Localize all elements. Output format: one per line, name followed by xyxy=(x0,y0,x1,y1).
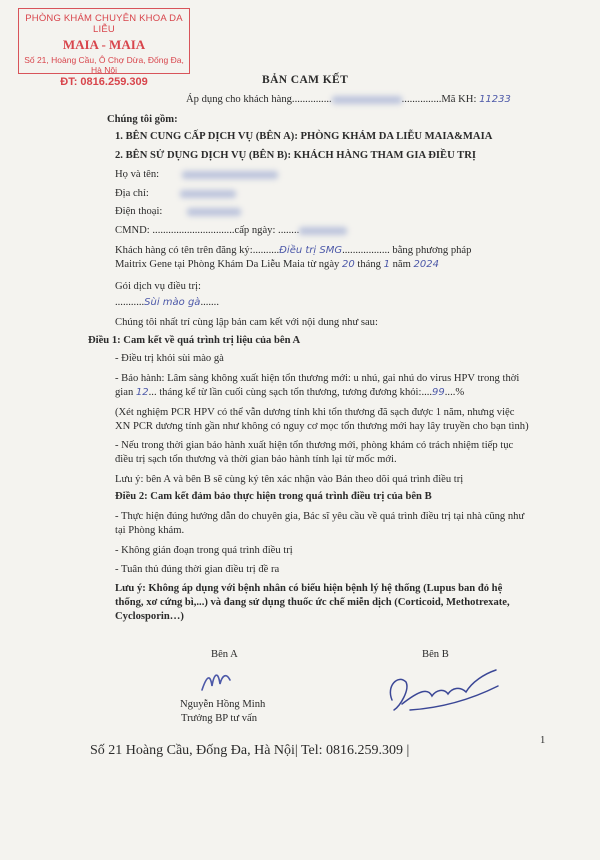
field-name-label: Họ và tên: xyxy=(115,169,160,180)
article-1-heading: Điều 1: Cam kết về quá trình trị liệu của bên A xyxy=(88,335,301,346)
customer-id-value: 11233 xyxy=(479,94,511,105)
article-1-item-4-line-1: - Nếu trong thời gian bảo hành xuất hiện tổn thương mới, phòng khám có trách nhiệm tiếp tục xyxy=(115,440,514,451)
signature-a-mark xyxy=(196,664,244,696)
article-1-note: Lưu ý: bên A và bên B sẽ cùng ký tên xác nhận vào Bản theo dõi quá trình điều trị xyxy=(115,474,464,485)
registration-dots-left: .......... xyxy=(252,245,280,256)
field-name xyxy=(115,168,278,181)
apply-line xyxy=(186,93,511,106)
agreement-text: Chúng tôi nhất trí cùng lập bản cam kết với nội dung như sau: xyxy=(115,317,378,328)
page-number: 1 xyxy=(540,735,546,746)
article-1-item-1: - Điều trị khỏi sùi mào gà xyxy=(115,353,224,364)
field-address xyxy=(115,187,236,200)
article-1-item-3-line-2: XN PCR dương tính gần như không có nguy cơ mọc tổn thương mới hay lây truyền cho bạn tình) xyxy=(115,421,529,432)
article-2-note-line-2: thống, xơ cứng bì,...) và đang sử dụng thuốc ức chế miễn dịch (Corticoid, Methotrexate, xyxy=(115,597,510,608)
article-1-item-2-line-1: - Bảo hành: Lâm sàng không xuất hiện tổn thương mới: u nhú, gai nhú do virus HPV trong thời xyxy=(115,373,520,384)
redacted-name xyxy=(182,171,278,179)
registration-dots-right: .................. xyxy=(342,245,390,256)
field-issued-dots: ........ xyxy=(278,225,300,236)
redacted-issue-date xyxy=(299,227,347,235)
clinic-stamp xyxy=(18,8,190,88)
article-2-heading: Điều 2: Cam kết đảm bảo thực hiện trong quá trình điều trị của bên B xyxy=(115,491,432,502)
signer-a-role: Trưởng BP tư vấn xyxy=(181,713,258,724)
signature-b-label: Bên B xyxy=(422,649,449,660)
field-issued-label: cấp ngày: xyxy=(234,225,276,236)
registration-value: Điều trị SMG xyxy=(279,245,343,256)
stamp-line-phone: ĐT: 0816.259.309 xyxy=(60,76,148,88)
article-1-item-2-line-2: gian 12... tháng kể từ lần cuối cùng sạch tổn thương, tương đương khỏi:....99....% xyxy=(115,387,465,398)
service-dots-right: ....... xyxy=(200,297,219,308)
month-label: tháng xyxy=(357,259,381,270)
redacted-customer-name xyxy=(332,96,402,104)
article-1-item-3-line-1: (Xét nghiệm PCR HPV có thể vẫn dương tính khi tổn thương đã sạch được 1 năm, nhưng việc xyxy=(115,407,515,418)
stamp-line-address: Số 21, Hoàng Cầu, Ô Chợ Dừa, Đống Đa, Hà Nội xyxy=(24,55,184,75)
field-id-dots: ............................... xyxy=(152,225,235,236)
warranty-text: tháng kể từ lần cuối cùng sạch tổn thương, tương đương khỏi: xyxy=(159,387,422,398)
article-2-note-line-1: Lưu ý: Không áp dụng với bệnh nhân có biểu hiện bệnh lý hệ thống (Lupus ban đỏ hệ xyxy=(115,583,503,594)
field-phone xyxy=(115,205,241,218)
party-b: 2. BÊN SỬ DỤNG DỊCH VỤ (BÊN B): KHÁCH HÀNG THAM GIA ĐIỀU TRỊ xyxy=(115,150,477,161)
stamp-line-clinic: PHÒNG KHÁM CHUYÊN KHOA DA LIỄU xyxy=(25,13,183,35)
article-2-item-1-line-2: tại Phòng khám. xyxy=(115,525,185,536)
parties-intro: Chúng tôi gồm: xyxy=(107,114,178,125)
service-line xyxy=(115,296,219,309)
apply-label: Áp dụng cho khách hàng xyxy=(186,94,292,105)
document-title: BẢN CAM KẾT xyxy=(262,74,349,86)
signature-b-mark xyxy=(380,660,510,724)
service-label: Gói dịch vụ điều trị: xyxy=(115,281,201,292)
registration-method-text: Maitrix Gene tại Phòng Khám Da Liễu Maia từ ngày xyxy=(115,259,340,270)
article-2-item-1-line-1: - Thực hiện đúng hướng dẫn do chuyên gia, Bác sĩ yêu cầu về quá trình điều trị tại nhà cũng như xyxy=(115,511,525,522)
customer-id-label: Mã KH: xyxy=(441,94,477,105)
warranty-months: 12 xyxy=(135,387,149,398)
registration-line-1 xyxy=(115,244,471,257)
service-value: Sùi mào gà xyxy=(144,297,201,308)
start-day: 20 xyxy=(342,259,355,270)
article-2-item-3: - Tuân thủ đúng thời gian điều trị đề ra xyxy=(115,564,280,575)
cure-percent: 99 xyxy=(432,387,445,398)
warranty-gian: gian xyxy=(115,387,134,398)
signer-a-name: Nguyễn Hồng Minh xyxy=(180,699,266,710)
signature-a-label: Bên A xyxy=(211,649,238,660)
redacted-phone xyxy=(187,208,241,216)
stamp-line-brand: MAIA - MAIA xyxy=(62,37,146,52)
footer-address: Số 21 Hoàng Cầu, Đống Đa, Hà Nội| Tel: 0816.259.309 | xyxy=(90,743,410,758)
apply-dots-right: ............... xyxy=(401,94,442,105)
start-year: 2024 xyxy=(413,259,439,270)
service-dots-left: ........... xyxy=(115,297,145,308)
field-id-label: CMND: xyxy=(115,225,150,236)
party-a: 1. BÊN CUNG CẤP DỊCH VỤ (BÊN A): PHÒNG KHÁM DA LIỄU MAIA&MAIA xyxy=(115,131,493,142)
article-2-item-2: - Không gián đoạn trong quá trình điều trị xyxy=(115,545,293,556)
year-label: năm xyxy=(392,259,411,270)
article-2-note-line-3: Cyclosporin…) xyxy=(115,611,184,622)
registration-label: Khách hàng có tên trên đăng ký: xyxy=(115,245,253,256)
apply-dots-left: ............... xyxy=(291,94,332,105)
field-id xyxy=(115,224,347,237)
field-address-label: Địa chỉ: xyxy=(115,188,149,199)
redacted-address xyxy=(180,190,236,198)
percent-sign: % xyxy=(455,387,465,398)
article-1-item-4-line-2: điều trị sạch tổn thương và thời gian bảo hành tính lại từ mốc mới. xyxy=(115,454,397,465)
field-phone-label: Điện thoại: xyxy=(115,206,163,217)
registration-method-label: bằng phương pháp xyxy=(392,245,472,256)
start-month: 1 xyxy=(383,259,390,270)
registration-line-2 xyxy=(115,258,439,271)
